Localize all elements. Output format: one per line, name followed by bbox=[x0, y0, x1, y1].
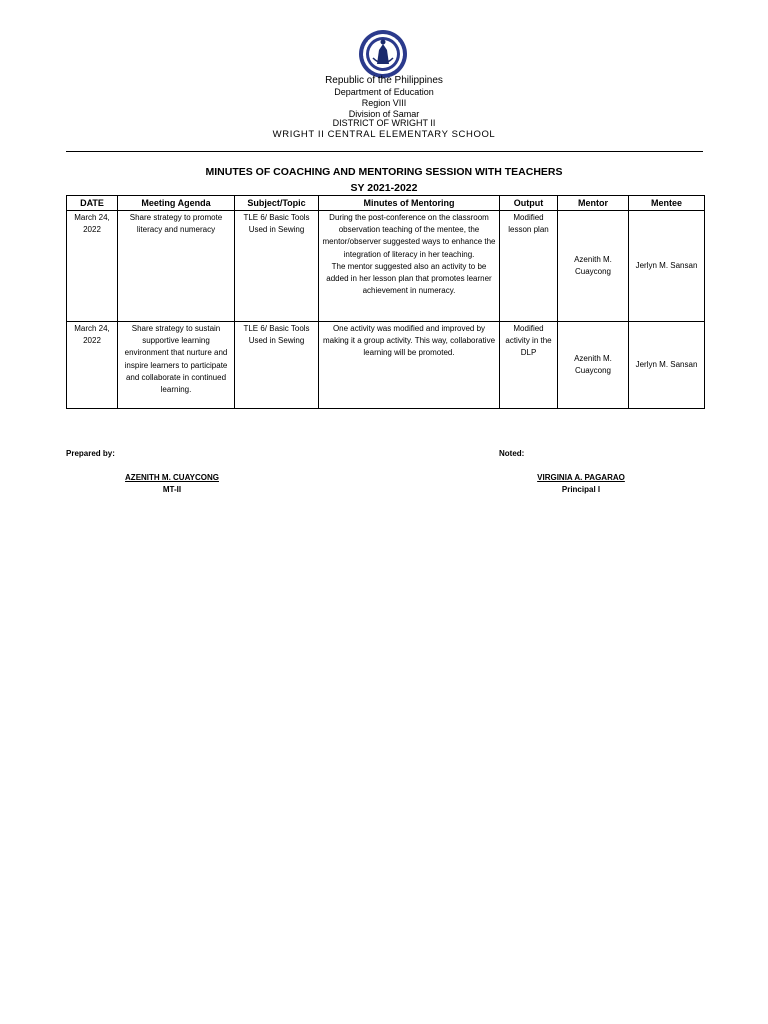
table-row bbox=[67, 322, 705, 409]
column-header-subject: Subject/Topic bbox=[235, 196, 319, 211]
cell-mentor: Azenith M. Cuaycong bbox=[558, 322, 629, 409]
header-school: WRIGHT II CENTRAL ELEMENTARY SCHOOL bbox=[272, 129, 496, 140]
noted-label: Noted: bbox=[499, 449, 525, 458]
cell-mentee: Jerlyn M. Sansan bbox=[629, 322, 705, 409]
deped-seal-logo bbox=[353, 28, 413, 80]
noted-role: Principal I bbox=[561, 485, 601, 494]
column-header-agenda: Meeting Agenda bbox=[118, 196, 235, 211]
cell-mentee: Jerlyn M. Sansan bbox=[629, 211, 705, 322]
header-district: DISTRICT OF WRIGHT II bbox=[332, 118, 436, 128]
column-header-minutes: Minutes of Mentoring bbox=[319, 196, 500, 211]
cell-mentor: Azenith M. Cuaycong bbox=[558, 211, 629, 322]
cell-subject: TLE 6/ Basic Tools Used in Sewing bbox=[235, 211, 319, 322]
cell-output: Modified activity in the DLP bbox=[500, 322, 558, 409]
cell-agenda: Share strategy to sustain supportive learning environment that nurture and inspire learners to participate and collaborate in continued learning. bbox=[118, 322, 235, 409]
cell-minutes: During the post-conference on the classroom observation teaching of the mentee, the mentor/observer suggested ways to enhance the integration of literacy in her teaching. The mentor suggested also an activity to be added in her lesson plan that promotes learner achievement in numeracy. bbox=[319, 211, 500, 322]
header-divider bbox=[66, 151, 703, 152]
prepared-by-name: AZENITH M. CUAYCONG bbox=[125, 473, 219, 482]
cell-agenda: Share strategy to promote literacy and numeracy bbox=[118, 211, 235, 322]
header-department: Department of Education bbox=[334, 87, 434, 97]
cell-output: Modified lesson plan bbox=[500, 211, 558, 322]
table-header-row bbox=[67, 196, 705, 211]
header-country: Republic of the Philippines bbox=[325, 75, 443, 86]
column-header-mentee: Mentee bbox=[629, 196, 705, 211]
cell-minutes: One activity was modified and improved by making it a group activity. This way, collaborative learning will be promoted. bbox=[319, 322, 500, 409]
column-header-mentor: Mentor bbox=[558, 196, 629, 211]
document-title: MINUTES OF COACHING AND MENTORING SESSION WITH TEACHERS bbox=[205, 166, 563, 178]
header-division: Division of Samar bbox=[348, 109, 420, 119]
cell-date: March 24, 2022 bbox=[67, 322, 118, 409]
minutes-table bbox=[66, 195, 705, 409]
header-region: Region VIII bbox=[361, 98, 407, 108]
prepared-by-label: Prepared by: bbox=[66, 449, 115, 458]
noted-name: VIRGINIA A. PAGARAO bbox=[537, 473, 625, 482]
table-row bbox=[67, 211, 705, 322]
cell-subject: TLE 6/ Basic Tools Used in Sewing bbox=[235, 322, 319, 409]
cell-date: March 24, 2022 bbox=[67, 211, 118, 322]
column-header-date: DATE bbox=[67, 196, 118, 211]
column-header-output: Output bbox=[500, 196, 558, 211]
prepared-by-role: MT-II bbox=[162, 485, 182, 494]
school-year: SY 2021-2022 bbox=[350, 182, 418, 194]
